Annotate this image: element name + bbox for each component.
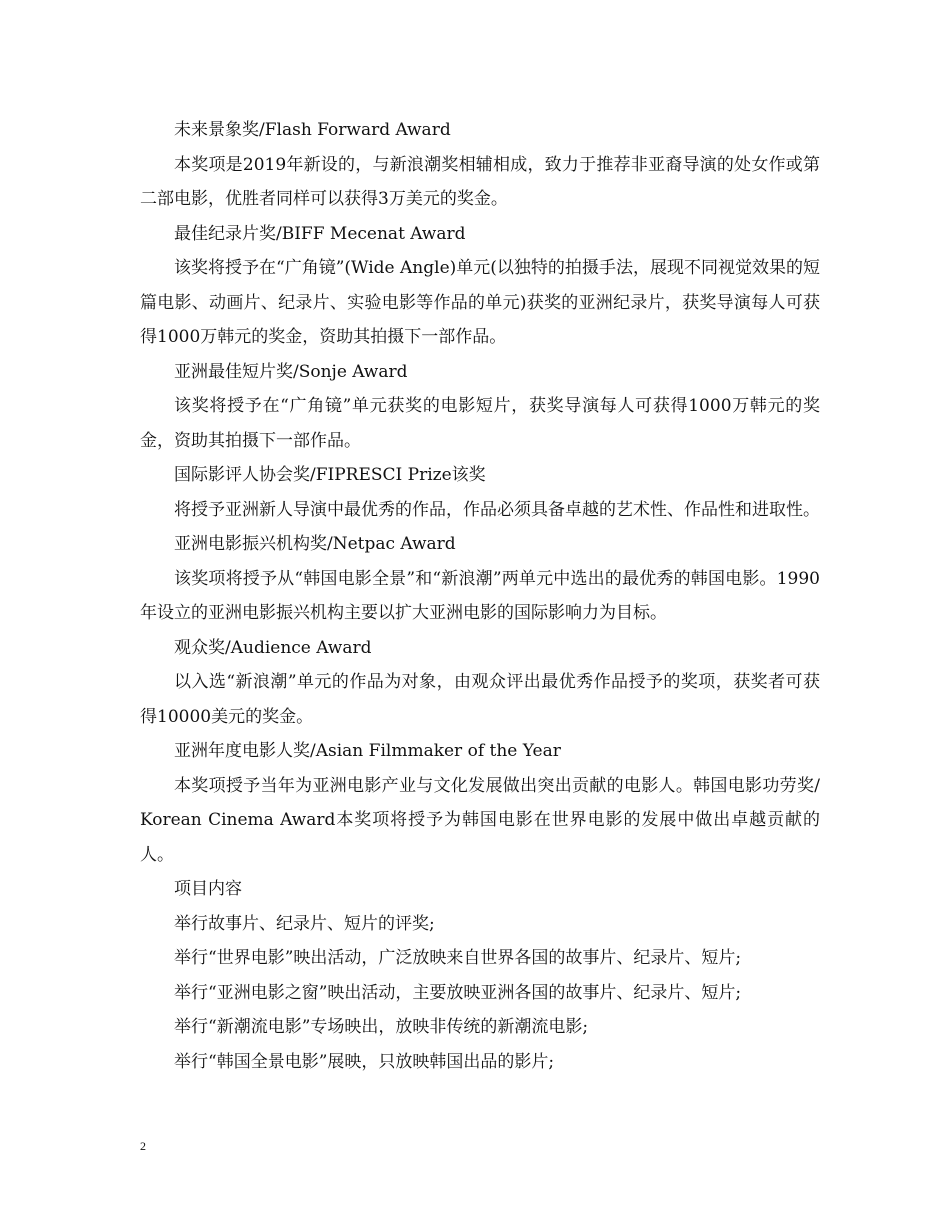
award-heading-netpac: 亚洲电影振兴机构奖/Netpac Award — [174, 534, 456, 554]
program-item-5: 举行“韩国全景电影”展映，只放映韩国出品的影片; — [174, 1051, 555, 1072]
award-description-netpac: 该奖项将授予从“韩国电影全景”和“新浪潮”两单元中选出的最优秀的韩国电影。1990年设立的亚洲电影振兴机构主要以扩大亚洲电影的国际影响力为目标。 — [140, 568, 820, 623]
award-heading-fipresci: 国际影评人协会奖/FIPRESCI Prize该奖 — [174, 465, 486, 485]
award-description-asian-filmmaker: 本奖项授予当年为亚洲电影产业与文化发展做出突出贡献的电影人。韩国电影功劳奖/Korean Cinema Award本奖项将授予为韩国电影在世界电影的发展中做出卓越贡献的人。 — [140, 775, 820, 865]
award-heading-sonje: 亚洲最佳短片奖/Sonje Award — [174, 361, 408, 382]
program-item-4: 举行“新潮流电影”专场映出，放映非传统的新潮流电影; — [174, 1017, 589, 1037]
program-item-2: 举行“世界电影”映出活动，广泛放映来自世界各国的故事片、纪录片、短片; — [174, 948, 742, 968]
page-number: 2 — [140, 1139, 146, 1153]
award-heading-asian-filmmaker: 亚洲年度电影人奖/Asian Filmmaker of the Year — [174, 741, 561, 761]
document-body — [140, 113, 820, 1079]
program-item-3: 举行“亚洲电影之窗”映出活动，主要放映亚洲各国的故事片、纪录片、短片; — [174, 982, 742, 1003]
award-description-mecenat: 该奖将授予在“广角镜”(Wide Angle)单元(以独特的拍摄手法，展现不同视觉效果的短篇电影、动画片、纪录片、实验电影等作品的单元)获奖的亚洲纪录片，获奖导演每人可获得1000万韩元的奖金，资助其拍摄下一部作品。 — [140, 258, 820, 347]
award-description-audience: 以入选“新浪潮”单元的作品为对象，由观众评出最优秀作品授予的奖项，获奖者可获得10000美元的奖金。 — [140, 672, 820, 727]
award-description-fipresci: 将授予亚洲新人导演中最优秀的作品，作品必须具备卓越的艺术性、作品性和进取性。 — [174, 499, 820, 520]
award-heading-audience: 观众奖/Audience Award — [174, 637, 372, 658]
award-description-flash-forward: 本奖项是2019年新设的，与新浪潮奖相辅相成，致力于推荐非亚裔导演的处女作或第二部电影，优胜者同样可以获得3万美元的奖金。 — [140, 154, 820, 209]
award-heading-flash-forward: 未来景象奖/Flash Forward Award — [174, 120, 451, 140]
section-heading-program-content: 项目内容 — [174, 879, 242, 899]
program-item-1: 举行故事片、纪录片、短片的评奖; — [174, 913, 435, 934]
award-description-sonje: 该奖将授予在“广角镜”单元获奖的电影短片，获奖导演每人可获得1000万韩元的奖金，资助其拍摄下一部作品。 — [140, 396, 820, 451]
award-heading-mecenat: 最佳纪录片奖/BIFF Mecenat Award — [174, 223, 466, 244]
